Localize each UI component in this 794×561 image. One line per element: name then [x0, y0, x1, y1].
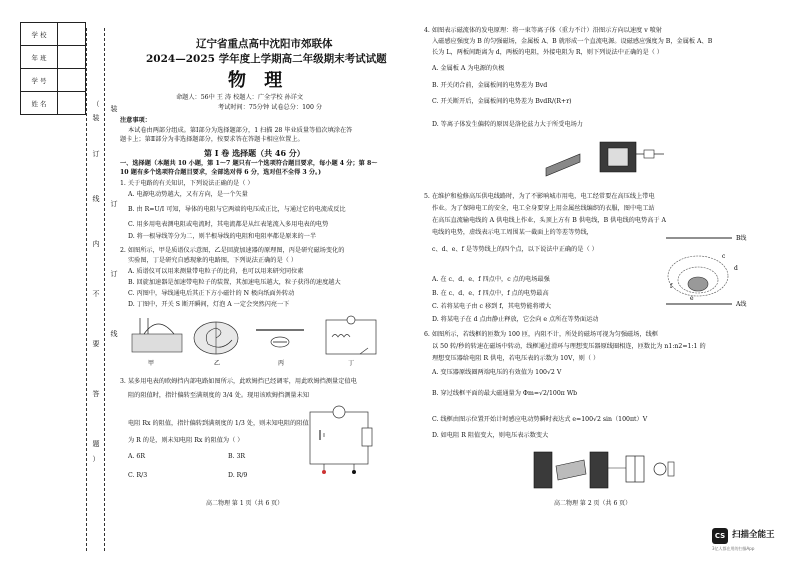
option: A. 质谱仪可以用来测量带电粒子的比荷，也可以用来研究同位素: [128, 268, 304, 275]
mhd-generator-figure: [540, 134, 670, 184]
figure-cyclotron: [194, 322, 238, 354]
option: B. 在 c、d、e、f 四点中，f 点的电势最高: [432, 290, 549, 297]
figure-compass-wire: [256, 330, 304, 347]
question-stem: 6. 如图所示，若线框的匝数为 100 匝，内阻不计，所处的磁场可视为匀强磁场，线框: [424, 331, 658, 338]
seal-char: 订: [92, 150, 100, 158]
figure-label: f: [670, 283, 673, 290]
figure-self-inductance-circuit: [326, 316, 376, 354]
seal-char: 订: [110, 200, 118, 208]
info-row: [21, 92, 85, 114]
seal-char: ）: [92, 455, 100, 463]
option: A. 6R: [128, 453, 145, 460]
question-stem: 5. 在维护和检修高压供电线路时，为了不影响城市用电，电工经常要在高压线上带电: [424, 193, 655, 200]
seal-char: 装: [110, 105, 118, 113]
info-label: 姓 名: [21, 92, 58, 114]
question-stem: 作业。为了保障电工的安全，电工全身要穿上用金属丝线编织的衣服，图中电工站: [432, 205, 655, 212]
notice-line: 本试卷由两部分组成。第Ⅰ部分为选择题部分，1 扫描 28 毕业质量等值次填涂在答: [128, 127, 353, 134]
info-label: 年 班: [21, 46, 58, 68]
seal-char: （: [92, 100, 100, 108]
question-stem: 实验图，丁是研究自感现象的电路图，下列说法正确的是（ ）: [128, 257, 298, 264]
info-label: 学 校: [21, 23, 58, 45]
exam-title-line2: 2024—2025 学年度上学期高二年级期末考试试题: [146, 53, 387, 65]
question-stem: c、d、e、f 是等势线上的四个点，以下说法中正确的是（ ）: [432, 246, 598, 253]
option: B. 由 R=U/I 可知，导体的电阻与它两端的电压成正比，与通过它的电流成反比: [128, 206, 346, 213]
exam-title-line1: 辽宁省重点高中沈阳市郊联体: [196, 38, 333, 50]
question-stem: 3. 某多用电表的欧姆挡内部电路如图所示，此欧姆挡已经调零，用此欧姆挡测量定值电: [120, 378, 357, 385]
scanner-tagline: 3亿人都在用的扫描App: [712, 546, 755, 551]
question-stem: 电线的电势，虚线表示电工周围某一截面上的等差等势线，: [432, 229, 593, 236]
student-info-box: [20, 22, 86, 115]
option: C. 丙图中，导线通电后其正下方小磁针的 N 极向纸面外转动: [128, 290, 295, 297]
figure-mass-spectrometer: [132, 318, 182, 352]
notice-line: 题卡上；第Ⅱ部分为非选择题部分，按要求答在答题卡相应位置上。: [120, 136, 304, 143]
seal-char: 订: [110, 270, 118, 278]
option: D. 等离子体发生偏转的原因是洛伦兹力大于所受电场力: [432, 121, 583, 128]
option: C. R/3: [128, 472, 148, 479]
info-row: [21, 23, 85, 46]
option: A. 变压器原线圈两端电压的有效值为 100√2 V: [432, 369, 562, 376]
exam-meta-time: 考试时间：75分钟 试卷总分：100 分: [218, 104, 323, 111]
figure-label: 丁: [348, 360, 355, 367]
seal-char: 答: [92, 390, 100, 398]
option: C. 若将某电子由 c 移到 f，其电势能将增大: [432, 303, 552, 310]
option: C. 开关断开后，金属板间的电势差为 BvdR/(R+r): [432, 98, 572, 105]
question-stem: 阻的阻值时，指针偏转至满刻度的 3/4 处。现用该欧姆挡测量未知: [128, 392, 309, 399]
figure-label: 甲: [148, 360, 155, 367]
info-row: [21, 46, 85, 69]
option: D. 将一根导线等分为二，则半根导线的电阻和电阻率都是原来的一半: [128, 233, 317, 240]
seal-char: 不: [92, 290, 100, 298]
section-instructions: 10 题有多个选项符合题目要求，全部选对得 6 分，选对但不全得 3 分。): [120, 169, 322, 176]
option: B. 穿过线框平面的最大磁通量为 Φm=√2/100π Wb: [432, 390, 578, 397]
page-footer: 高二物理 第 2 页（共 6 页）: [554, 500, 632, 507]
subject-title: 物 理: [228, 70, 289, 91]
notice-title: 注意事项：: [120, 117, 151, 124]
option: D. 如电阻 R 阻值变大，则电压表示数变大: [432, 432, 549, 439]
option: A. 在 c、d、e、f 四点中，c 点的电场最强: [432, 276, 550, 283]
info-label: 学 号: [21, 69, 58, 91]
q2-figures: [128, 312, 383, 368]
seal-char: 线: [110, 330, 118, 338]
binding-line: [86, 28, 87, 551]
binding-line-2: [104, 28, 105, 551]
option: C. 线框由图示位置开始计时感应电动势瞬时表达式 e=100√2 sin（100πt）V: [432, 416, 648, 423]
figure-label: 丙: [278, 360, 285, 367]
question-stem: 1. 关于电路的有关知识，下列说法正确的是（ ）: [120, 180, 254, 187]
part-title: 第 Ⅰ 卷 选择题（共 46 分）: [204, 148, 305, 158]
option: B. 开关闭合前，金属板间的电势差为 Bvd: [432, 82, 548, 89]
question-stem: 在高压直流输电线的 A 供电线上作业，头顶上方有 B 供电线，B 供电线的电势高于 A: [432, 217, 667, 224]
equipotential-figure: [662, 226, 762, 316]
question-stem: 为 R 的是，则未知电阻 Rx 的阻值为（ ）: [128, 437, 244, 444]
figure-label: c: [722, 253, 726, 260]
page-footer: 高二物理 第 1 页（共 6 页）: [206, 500, 284, 507]
question-stem: 长为 L，两板间距离为 d，两板的电阻，外接电阻为 R，则下列说法中正确的是（ ）: [432, 49, 663, 56]
ohmmeter-circuit-figure: [300, 400, 380, 480]
option: D. 丁图中，开关 S 断开瞬间，灯泡 A 一定会突然闪亮一下: [128, 301, 290, 308]
question-stem: 以 50 转/秒的转速在磁场中转动，线框通过滑环与理想变压器原线圈相连，匝数比为 n1:n2=1:1 的: [432, 343, 706, 350]
seal-char: 要: [92, 340, 100, 348]
question-stem: 电阻 Rx 的阻值，指针偏转到满刻度的 1/3 处，则未知电阻的阻值: [128, 420, 309, 427]
seal-char: 装: [92, 114, 100, 122]
section-instructions: 一、选择题（本题共 10 小题，第 1～7 题只有一个选项符合题目要求，每小题 4 分；第 8～: [120, 160, 378, 167]
option: B. 回旋加速器是加速带电粒子的装置，其加速电压越大，粒子获得的速度越大: [128, 279, 341, 286]
generator-transformer-figure: [530, 446, 680, 496]
exam-meta-authors: 命题人：56中 王 涛 校题人：广全学校 孙详文: [176, 94, 304, 101]
seal-char: 内: [92, 240, 100, 248]
scanner-brand: 扫描全能王: [732, 530, 775, 540]
option: D. R/9: [228, 472, 248, 479]
seal-char: 题: [92, 440, 100, 448]
question-stem: 入磁感应强度为 B 的匀强磁场，金属板 A、B 就形成一个直流电源。设磁感应强度为 B，金属板 A、B: [432, 38, 713, 45]
question-stem: 2. 如图所示，甲是质谱仪示意图，乙是回旋加速器的原理图，丙是研究磁场变化的: [120, 247, 345, 254]
figure-label: d: [734, 265, 738, 272]
option: C. 用多用电表测电阻或电流时，其电流都是从红表笔流入多用电表的电势: [128, 221, 329, 228]
option: A. 电源电动势越大，又有方向，是一个矢量: [128, 191, 248, 198]
figure-label: B线: [736, 235, 747, 242]
figure-label: 乙: [214, 360, 221, 367]
question-stem: 理想变压器给电阻 R 供电，若电压表的示数为 10V，则（ ）: [432, 355, 600, 362]
option: D. 将某电子在 d 点由静止释放，它会向 e 点所在等势面运动: [432, 316, 599, 323]
figure-label: e: [690, 295, 694, 302]
figure-label: A线: [736, 301, 747, 308]
question-stem: 4. 如图表示磁流体的发电原理：将一束等离子体（重力不计）沿图示方向以速度 v 喷射: [424, 27, 663, 34]
option: B. 3R: [228, 453, 246, 460]
seal-char: 线: [92, 195, 100, 203]
option: A. 金属板 A 为电源的负极: [432, 65, 505, 72]
scanner-logo-icon: CS: [712, 528, 728, 544]
info-row: [21, 69, 85, 92]
